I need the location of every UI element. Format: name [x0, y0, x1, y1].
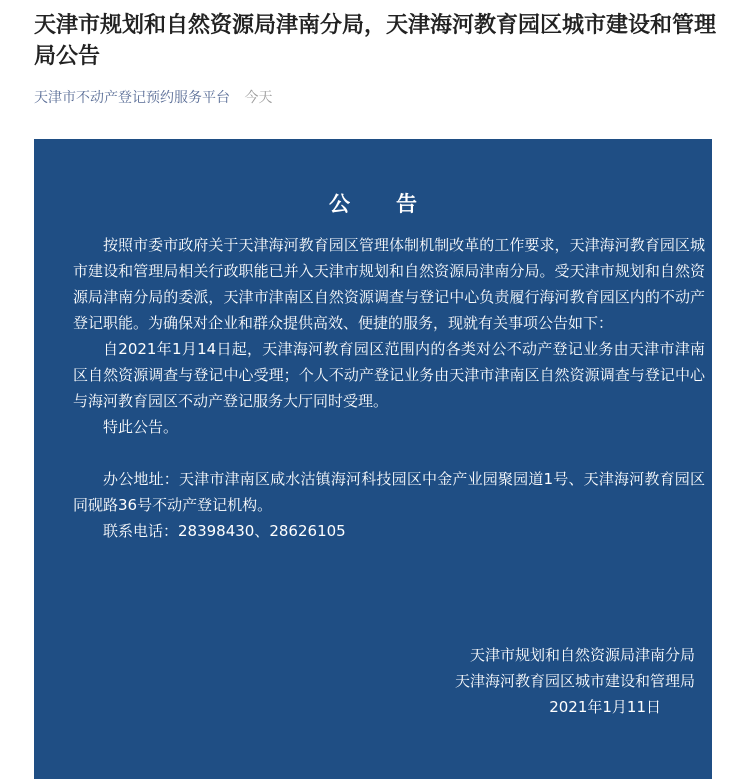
notice-paragraph: 特此公告。	[103, 418, 179, 436]
notice-date: 2021年1月11日	[549, 698, 661, 716]
notice-signature	[295, 642, 695, 720]
publish-time: 今天	[244, 90, 273, 106]
article-meta	[34, 88, 272, 108]
notice-phone: 联系电话：28398430、28626105	[103, 522, 346, 540]
source-link[interactable]: 天津市不动产登记预约服务平台	[34, 90, 230, 106]
paragraph-gap	[73, 440, 705, 466]
notice-paragraph: 按照市委市政府关于天津海河教育园区管理体制机制改革的工作要求，天津海河教育园区城市建设和管理局相关行政职能已并入天津市规划和自然资源局津南分局。受天津市规划和自然资源局津南分局的委派，天津市津南区自然资源调查与登记中心负责履行海河教育园区内的不动产登记职能。为确保对企业和群众提供高效、便捷的服务，现就有关事项公告如下：	[73, 236, 705, 332]
notice-address: 办公地址：天津市津南区咸水沽镇海河科技园区中金产业园聚园道1号、天津海河教育园区同砚路36号不动产登记机构。	[73, 470, 705, 514]
article-title: 天津市规划和自然资源局津南分局，天津海河教育园区城市建设和管理局公告	[34, 13, 717, 69]
notice-image	[34, 139, 712, 779]
notice-body	[73, 232, 705, 544]
signature-line: 天津市规划和自然资源局津南分局	[469, 646, 695, 664]
notice-paragraph: 自2021年1月14日起，天津海河教育园区范围内的各类对公不动产登记业务由天津市津南区自然资源调查与登记中心受理；个人不动产登记业务由天津市津南区自然资源调查与登记中心与海河教育园区不动产登记服务大厅同时受理。	[73, 340, 705, 410]
notice-heading: 公告	[329, 192, 463, 216]
signature-line: 天津海河教育园区城市建设和管理局	[454, 672, 695, 690]
